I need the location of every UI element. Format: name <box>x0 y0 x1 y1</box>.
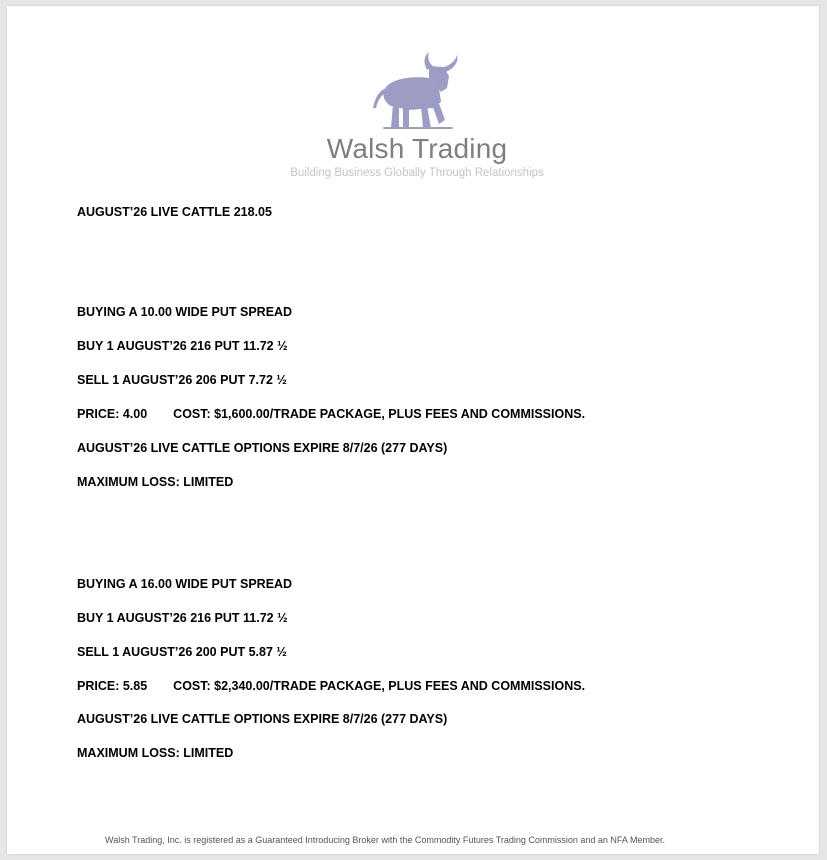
regulatory-footer: Walsh Trading, Inc. is registered as a Guaranteed Introducing Broker with the Commodity Futures Trading Commission and an NFA Member. <box>105 835 665 845</box>
spread-2-title: BUYING A 16.00 WIDE PUT SPREAD <box>77 577 293 591</box>
spread-2-buy-leg: BUY 1 AUGUST’26 216 PUT 11.72 ½ <box>77 611 288 625</box>
spread-1-max-loss: MAXIMUM LOSS: LIMITED <box>77 475 234 489</box>
spread-2-price-cost <box>77 679 585 693</box>
spread-2-cost: COST: $2,340.00/TRADE PACKAGE, PLUS FEES AND COMMISSIONS. <box>173 679 586 693</box>
spread-2-price: PRICE: 5.85 <box>77 679 148 693</box>
spread-1-cost: COST: $1,600.00/TRADE PACKAGE, PLUS FEES AND COMMISSIONS. <box>173 407 586 421</box>
spread-2-sell-leg: SELL 1 AUGUST’26 200 PUT 5.87 ½ <box>77 645 287 659</box>
spread-1-sell-leg: SELL 1 AUGUST’26 206 PUT 7.72 ½ <box>77 373 287 387</box>
walsh-trading-logo <box>282 52 552 179</box>
spread-1-buy-leg: BUY 1 AUGUST’26 216 PUT 11.72 ½ <box>77 339 288 353</box>
spread-2-max-loss: MAXIMUM LOSS: LIMITED <box>77 746 234 760</box>
bull-icon <box>369 52 465 130</box>
spread-1-expiry: AUGUST’26 LIVE CATTLE OPTIONS EXPIRE 8/7/26 (277 DAYS) <box>77 441 448 455</box>
market-price-line: AUGUST’26 LIVE CATTLE 218.05 <box>77 205 272 219</box>
spread-2-expiry: AUGUST’26 LIVE CATTLE OPTIONS EXPIRE 8/7/26 (277 DAYS) <box>77 712 448 726</box>
brand-name: Walsh Trading <box>326 133 508 164</box>
spread-1-price-cost <box>77 407 585 421</box>
document-page <box>7 6 819 854</box>
spread-1-title: BUYING A 10.00 WIDE PUT SPREAD <box>77 305 293 319</box>
brand-tagline: Building Business Globally Through Relationships <box>290 167 544 179</box>
spread-1-price: PRICE: 4.00 <box>77 407 148 421</box>
